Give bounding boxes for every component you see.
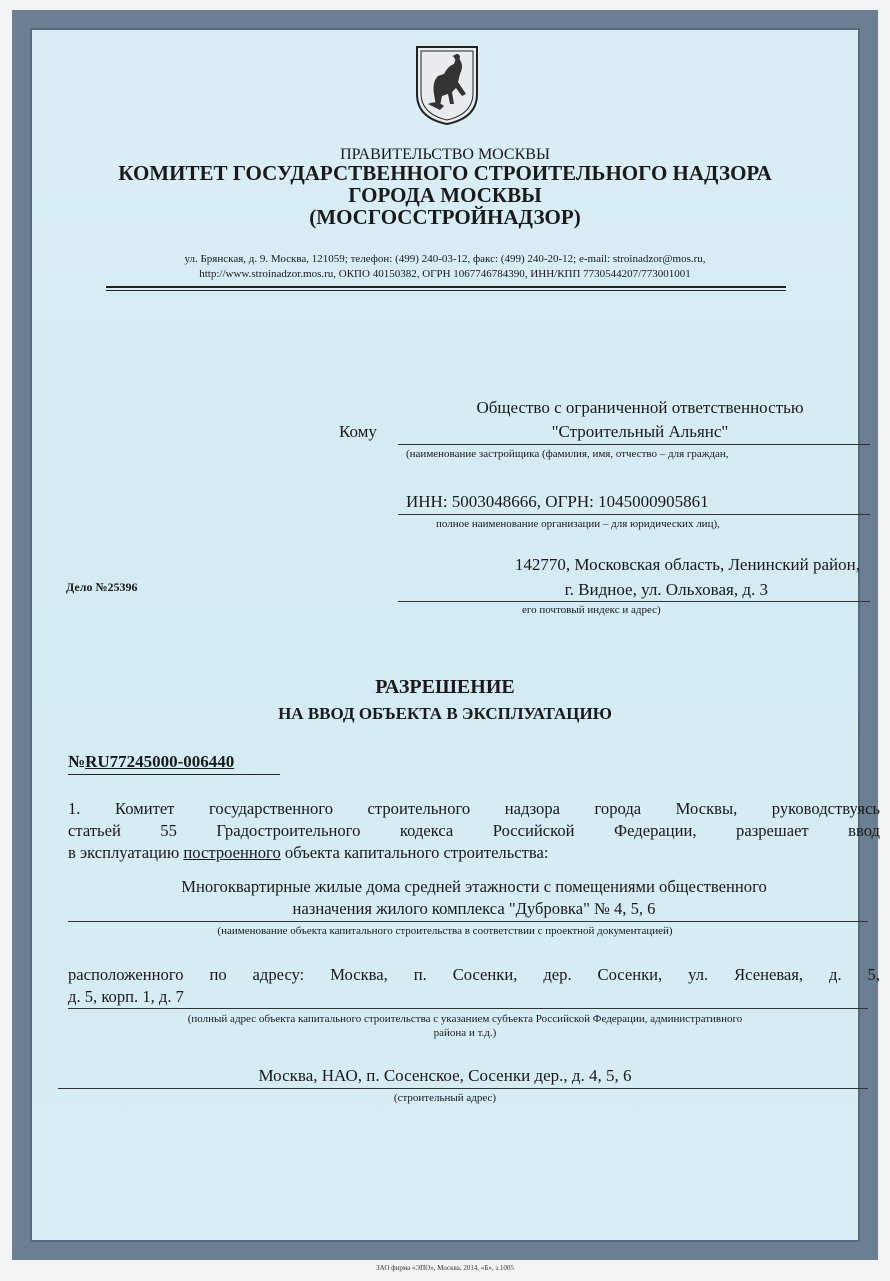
to-label: Кому [339,422,377,441]
postal-caption: его почтовый индекс и адрес) [522,604,661,616]
underline [68,1008,868,1009]
document-subtitle: НА ВВОД ОБЪЕКТА В ЭКСПЛУАТАЦИЮ [278,704,612,723]
government-heading: ПРАВИТЕЛЬСТВО МОСКВЫ [340,146,550,163]
permit-number-underline [68,774,280,775]
committee-line: (МОСГОССТРОЙНАДЗОР) [309,205,581,229]
constructed-word: построенного [183,843,281,862]
address-line: расположенного по адресу: Москва, п. Сосенки, дер. Сосенки, ул. Ясеневая, д. 5, [68,965,880,984]
case-number: Дело №25396 [66,580,138,594]
contacts-line: http://www.stroinadzor.mos.ru, ОКПО 40150382, ОГРН 1067746784390, ИНН/КПП 7730544207/773001001 [199,268,691,280]
paragraph-line [68,842,880,864]
developer-name [400,396,880,444]
building-caption: (строительный адрес) [393,1092,497,1104]
permit-number [68,752,234,772]
building-address: Москва, НАО, п. Сосенское, Сосенки дер., д. 4, 5, 6 [258,1066,632,1085]
paragraph-line: 1. Комитет государственного строительного надзора города Москвы, руководствуясь [68,799,880,818]
object-name-line: Многоквартирные жилые дома средней этажности с помещениями общественного [181,877,767,896]
ids-caption: полное наименование организации – для юридических лиц), [436,518,720,530]
paragraph-fragment: объекта капитального строительства: [280,843,549,862]
contacts-line: ул. Брянская, д. 9. Москва, 121059; телефон: (499) 240-03-12, факс: (499) 240-20-12; e-mail: stroinadzor@mos.ru, [184,253,706,265]
document-title: РАЗРЕШЕНИЕ [375,676,515,698]
permit-number-prefix: № [68,752,86,771]
postal-line: 142770, Московская область, Ленинский район, [514,555,860,574]
object-name [68,876,880,920]
paragraph-fragment: в эксплуатацию [68,843,184,862]
address-caption [70,1012,860,1040]
committee-contacts [0,252,890,282]
header-divider-thin [106,290,786,291]
underline [58,1088,868,1089]
object-name-line: назначения жилого комплекса "Дубровка" № 4, 5, 6 [292,899,656,918]
address-caption-line: (полный адрес объекта капитального строительства с указанием субъекта Российской Федерации, административного [187,1013,743,1025]
address-line: д. 5, корп. 1, д. 7 [68,987,184,1006]
address-caption-line: района и т.д.) [433,1027,497,1039]
developer-caption: (наименование застройщика (фамилия, имя, отчество – для граждан, [406,448,729,460]
object-caption: (наименование объекта капитального строительства в соответствии с проектной документацией) [217,925,673,937]
printer-imprint: ЗАО фирма «ЭПО», Москва, 2014, «Б», з.1005 [376,1264,514,1272]
permit-paragraph [68,798,880,864]
object-address [68,964,880,1008]
developer-name-line: Общество с ограниченной ответственностью [476,398,804,417]
underline [398,601,870,602]
underline [398,444,870,445]
underline [68,921,868,922]
permit-number-value: RU77245000-006440 [85,752,235,771]
paragraph-line: статьей 55 Градостроительного кодекса Российской Федерации, разрешает ввод [68,821,880,840]
postal-line: г. Видное, ул. Ольховая, д. 3 [564,580,768,599]
committee-line: КОМИТЕТ ГОСУДАРСТВЕННОГО СТРОИТЕЛЬНОГО НАДЗОРА [118,161,772,185]
developer-ids: ИНН: 5003048666, ОГРН: 1045000905861 [406,492,709,511]
committee-heading [0,162,890,228]
developer-name-line: "Строительный Альянс" [551,422,729,441]
developer-postal-address [400,552,860,602]
underline [398,514,870,515]
moscow-coat-of-arms-icon [414,44,480,126]
committee-line: ГОРОДА МОСКВЫ [348,183,542,207]
header-divider [106,286,786,288]
